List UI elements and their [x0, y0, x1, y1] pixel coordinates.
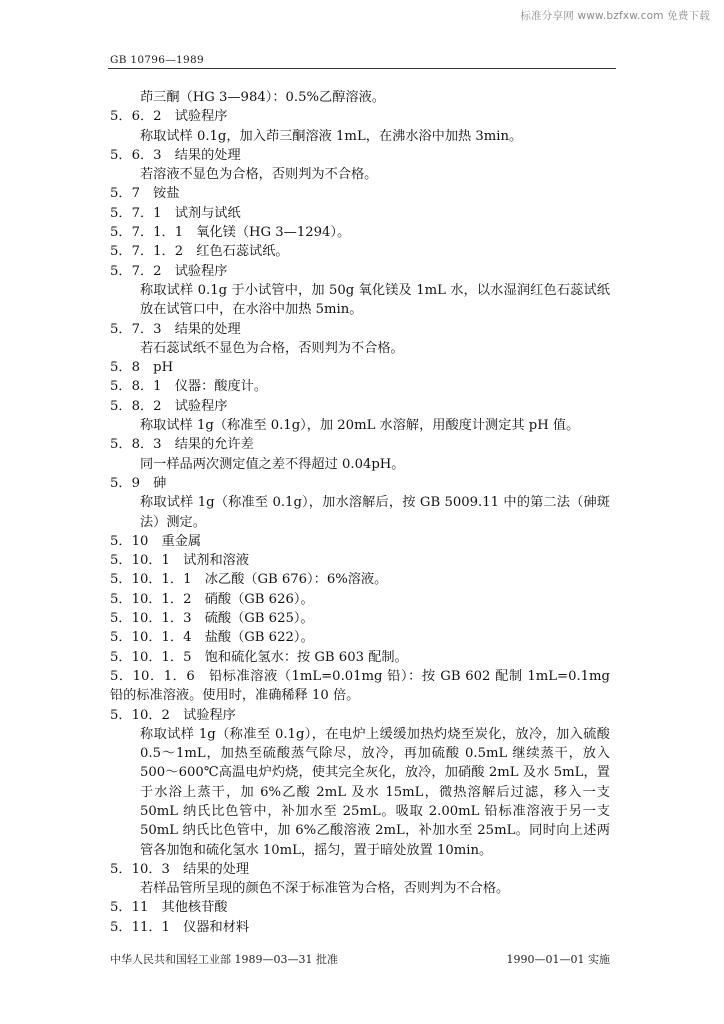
paragraph-text: 若石蕊试纸不显色为合格，否则判为不合格。 — [140, 340, 404, 356]
section-heading: 5．10．1．3 硫酸（GB 625）。 — [110, 611, 314, 627]
section-heading: 5．7．3 结果的处理 — [110, 321, 241, 337]
paragraph-text: 称取试样 1g（称准至 0.1g），加水溶解后，按 GB 5009.11 中的第二法（砷斑法）测定。 — [140, 495, 610, 530]
section-heading: 5．10．1．1 冰乙酸（GB 676）：6%溶液。 — [110, 572, 388, 588]
section-heading: 5．7 铵盐 — [110, 186, 180, 202]
paragraph-text: 同一样品两次测定值之差不得超过 0.04pH。 — [140, 456, 405, 472]
section-heading: 5．10．2 试验程序 — [110, 707, 236, 723]
header-divider — [108, 68, 616, 69]
page-footer — [110, 951, 610, 967]
paragraph-text: 称取试样 1g（称准至 0.1g），加 20mL 水溶解，用酸度计测定其 pH 值。 — [140, 418, 580, 434]
section-heading: 5．10．1．5 饱和硫化氢水：按 GB 603 配制。 — [110, 649, 408, 665]
section-heading: 5．7．1．1 氧化镁（HG 3—1294）。 — [110, 225, 351, 241]
section-heading: 5．10 重金属 — [110, 533, 202, 549]
site-watermark: 标准分享网 www.bzfxw.com 免费下载 — [520, 10, 710, 22]
paragraph-text: 茚三酮（HG 3—984）：0.5%乙醇溶液。 — [140, 90, 385, 105]
section-heading: 5．6．2 试验程序 — [110, 109, 228, 125]
standard-code-header: GB 10796—1989 — [110, 54, 204, 66]
section-heading: 5．8．2 试验程序 — [110, 398, 228, 414]
footer-approval: 中华人民共和国轻工业部 1989—03—31 批准 — [110, 953, 338, 966]
paragraph-text: 称取试样 0.1g，加入茚三酮溶液 1mL，在沸水浴中加热 3min。 — [140, 128, 523, 144]
paragraph-text: 若溶液不显色为合格，否则判为不合格。 — [140, 167, 378, 183]
section-heading: 5．7．2 试验程序 — [110, 263, 228, 279]
section-heading: 5．11 其他核苷酸 — [110, 900, 228, 916]
paragraph-text: 称取试样 0.1g 于小试管中，加 50g 氧化镁及 1mL 水，以水湿润红色石蕊试纸放在试管口中，在水浴中加热 5min。 — [140, 282, 610, 318]
section-heading: 5．10．1 试剂和溶液 — [110, 553, 250, 569]
section-heading: 5．10．1．2 硝酸（GB 626）。 — [110, 591, 314, 607]
section-heading: 5．11．1 仪器和材料 — [110, 919, 250, 935]
section-heading: 5．10．3 结果的处理 — [110, 861, 250, 877]
section-heading: 5．10．1．6 铅标准溶液（1mL=0.01mg 铅）：按 GB 602 配制 1mL=0.1mg 铅的标准溶液。使用时，准确稀释 10 倍。 — [110, 668, 610, 704]
paragraph-text: 若样品管所呈现的颜色不深于标准管为合格，否则判为不合格。 — [140, 881, 510, 897]
paragraph-text: 称取试样 1g（称准至 0.1g），在电炉上缓缓加热灼烧至炭化，放冷，加入硫酸 0.5～1mL，加热至硫酸蒸气除尽，放冷，再加硫酸 0.5mL 继续蒸干，放入 500～600℃高温电炉灼烧，使其完全灰化，放冷，加硝酸 2mL 及水 5mL，置于水浴上蒸干，加 6%乙酸 2mL 及水 15mL，微热溶解后过滤，移入一支 50mL 纳氏比色管中，补加水至 25mL。吸取 2.00mL 铅标准溶液于另一支 50mL 纳氏比色管中，加 6%乙酸溶液 2mL，补加水至 25mL。同时向上述两管各加饱和硫化氢水 10mL，摇匀，置于暗处放置 10min。 — [140, 726, 610, 858]
document-body — [110, 88, 610, 937]
section-heading: 5．6．3 结果的处理 — [110, 147, 241, 163]
section-heading: 5．8 pH — [110, 360, 174, 376]
section-heading: 5．8．1 仪器：酸度计。 — [110, 379, 268, 395]
section-heading: 5．10．1．4 盐酸（GB 622）。 — [110, 630, 314, 646]
section-heading: 5．7．1 试剂与试纸 — [110, 205, 241, 221]
section-heading: 5．8．3 结果的允许差 — [110, 437, 254, 453]
section-heading: 5．9 砷 — [110, 475, 167, 491]
footer-effective-date: 1990—01—01 实施 — [506, 953, 610, 966]
section-heading: 5．7．1．2 红色石蕊试纸。 — [110, 244, 289, 260]
